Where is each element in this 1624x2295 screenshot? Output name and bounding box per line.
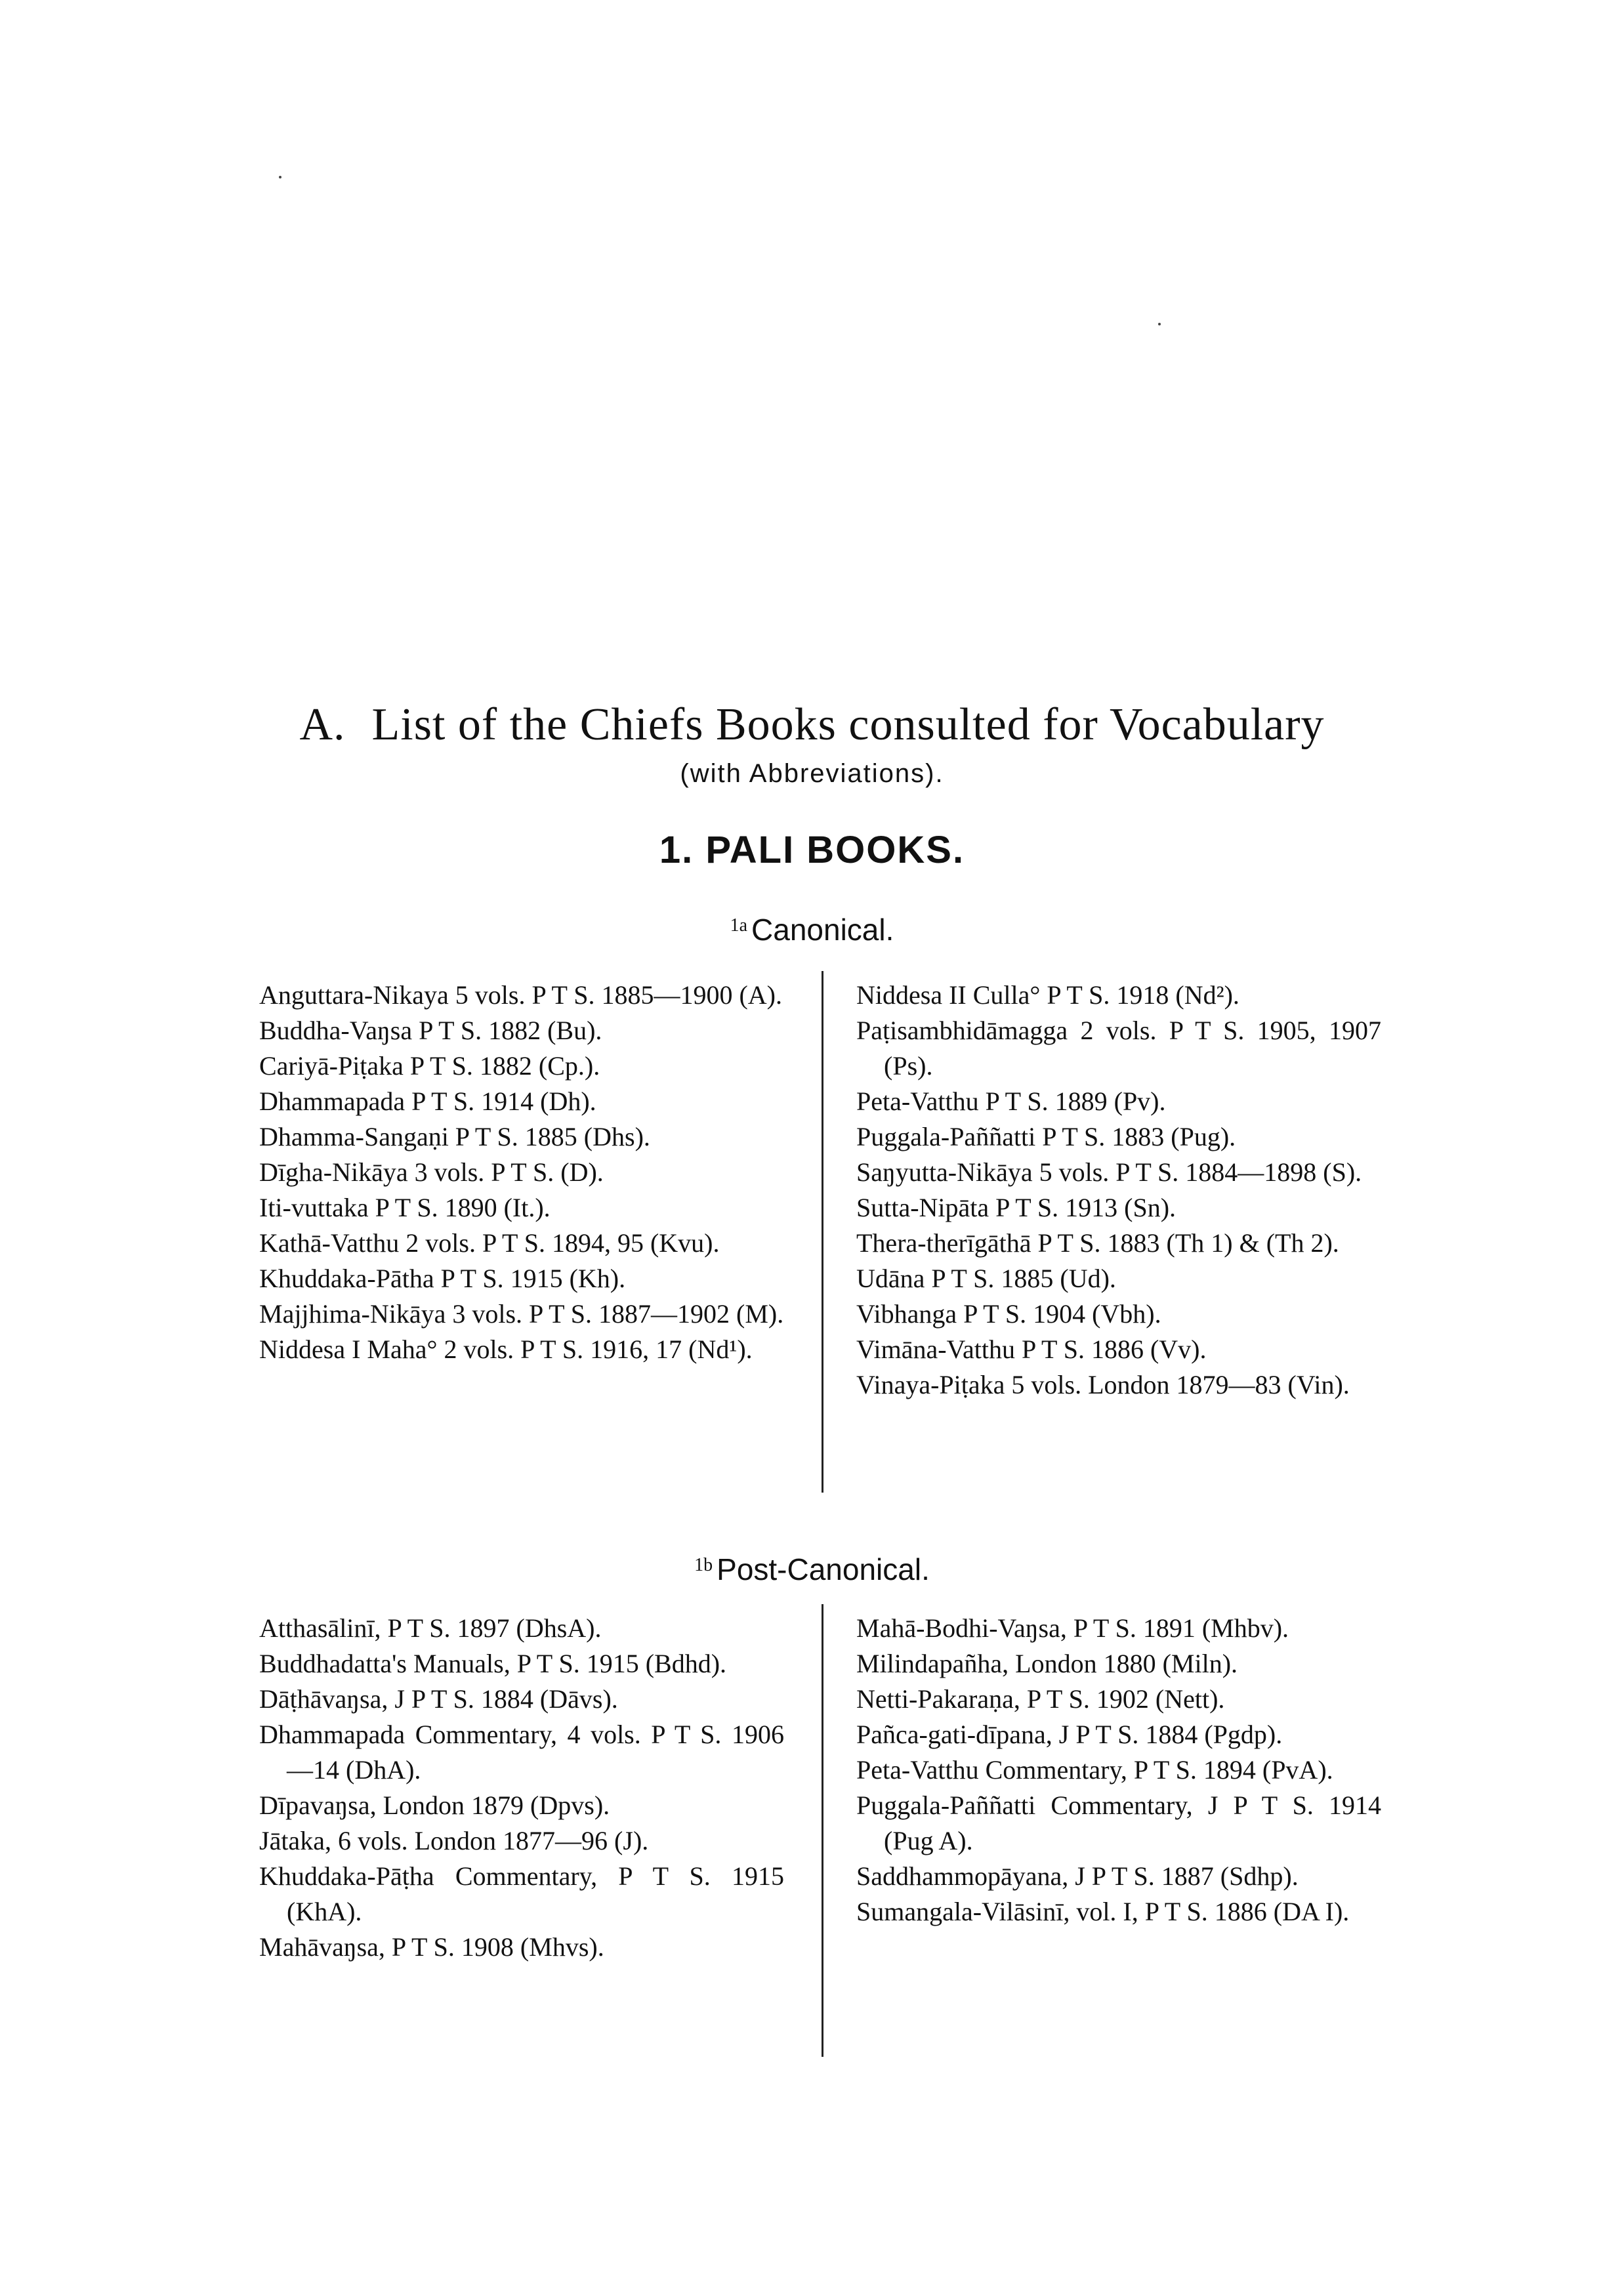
list-item: Sutta-Nipāta P T S. 1913 (Sn).	[856, 1193, 1176, 1222]
post-canonical-heading	[0, 1552, 1624, 1587]
title-block	[0, 699, 1624, 789]
post-canonical-right-column	[856, 1611, 1381, 1930]
list-item: Udāna P T S. 1885 (Ud).	[856, 1264, 1116, 1293]
list-item: Saddhammopāyana, J P T S. 1887 (Sdhp).	[856, 1861, 1299, 1891]
list-item: Cariyā-Piṭaka P T S. 1882 (Cp.).	[259, 1051, 600, 1081]
canonical-sup: 1a	[730, 915, 748, 936]
section-title: 1. PALI BOOKS.	[659, 829, 965, 871]
post-canonical-sup: 1b	[694, 1555, 713, 1575]
post-canonical-left-column	[259, 1611, 784, 1965]
page-title	[0, 699, 1624, 751]
column-divider	[822, 1604, 823, 2057]
list-item: Milindapañha, London 1880 (Miln).	[856, 1649, 1238, 1678]
list-item: Dhammapada P T S. 1914 (Dh).	[259, 1086, 596, 1116]
list-item: Jātaka, 6 vols. London 1877—96 (J).	[259, 1826, 649, 1855]
list-item: Sumangala-Vilāsinī, vol. I, P T S. 1886 (DA I).	[856, 1897, 1350, 1926]
list-item: Dīpavaŋsa, London 1879 (Dpvs).	[259, 1790, 610, 1820]
list-item: Vibhanga P T S. 1904 (Vbh).	[856, 1299, 1161, 1329]
list-item: Pañca-gati-dīpana, J P T S. 1884 (Pgdp).	[856, 1720, 1283, 1749]
list-item: Peta-Vatthu Commentary, P T S. 1894 (PvA).	[856, 1755, 1333, 1785]
list-item: Saŋyutta-Nikāya 5 vols. P T S. 1884—1898 (S).	[856, 1157, 1362, 1187]
list-item: Vimāna-Vatthu P T S. 1886 (Vv).	[856, 1334, 1207, 1364]
list-item: Anguttara-Nikaya 5 vols. P T S. 1885—1900 (A).	[259, 980, 782, 1010]
list-item: Dīgha-Nikāya 3 vols. P T S. (D).	[259, 1157, 604, 1187]
list-item: Khuddaka-Pātha P T S. 1915 (Kh).	[259, 1264, 626, 1293]
list-item: Majjhima-Nikāya 3 vols. P T S. 1887—1902 (M).	[259, 1299, 784, 1329]
column-divider	[822, 971, 823, 1493]
page-subtitle: (with Abbreviations).	[680, 759, 944, 788]
list-item: Peta-Vatthu P T S. 1889 (Pv).	[856, 1086, 1166, 1116]
list-item: Puggala-Paññatti P T S. 1883 (Pug).	[856, 1122, 1236, 1151]
title-text: List of the Chiefs Books consulted for Vocabulary	[371, 699, 1325, 750]
canonical-heading-text: Canonical.	[751, 913, 894, 947]
list-item: Buddha-Vaŋsa P T S. 1882 (Bu).	[259, 1016, 602, 1045]
title-letter: A.	[299, 699, 346, 750]
list-item: Thera-therīgāthā P T S. 1883 (Th 1) & (Th 2).	[856, 1228, 1339, 1258]
list-item: Mahāvaŋsa, P T S. 1908 (Mhvs).	[259, 1932, 604, 1962]
speck	[1158, 323, 1161, 325]
post-canonical-heading-text: Post-Canonical.	[717, 1552, 930, 1586]
speck	[279, 176, 281, 178]
list-item: Mahā-Bodhi-Vaŋsa, P T S. 1891 (Mhbv).	[856, 1613, 1289, 1643]
canonical-right-column	[856, 978, 1381, 1403]
list-item: Dāṭhāvaŋsa, J P T S. 1884 (Dāvs).	[259, 1684, 618, 1714]
list-item: Netti-Pakaraṇa, P T S. 1902 (Nett).	[856, 1684, 1225, 1714]
list-item: Niddesa II Culla° P T S. 1918 (Nd²).	[856, 980, 1239, 1010]
canonical-left-column	[259, 978, 784, 1367]
list-item: Buddhadatta's Manuals, P T S. 1915 (Bdhd).	[259, 1649, 727, 1678]
list-item: Vinaya-Piṭaka 5 vols. London 1879—83 (Vin).	[856, 1370, 1350, 1399]
list-item: Paṭisambhidāmagga 2 vols. P T S. 1905, 1907 (Ps).	[856, 1016, 1381, 1081]
list-item: Dhamma-Sangaṇi P T S. 1885 (Dhs).	[259, 1122, 650, 1151]
list-item: Niddesa I Maha° 2 vols. P T S. 1916, 17 (Nd¹).	[259, 1334, 753, 1364]
list-item: Atthasālinī, P T S. 1897 (DhsA).	[259, 1613, 602, 1643]
list-item: Khuddaka-Pāṭha Commentary, P T S. 1915 (KhA).	[259, 1861, 784, 1926]
list-item: Iti-vuttaka P T S. 1890 (It.).	[259, 1193, 551, 1222]
canonical-heading	[0, 912, 1624, 947]
list-item: Kathā-Vatthu 2 vols. P T S. 1894, 95 (Kvu).	[259, 1228, 720, 1258]
list-item: Puggala-Paññatti Commentary, J P T S. 1914 (Pug A).	[856, 1790, 1381, 1855]
list-item: Dhammapada Commentary, 4 vols. P T S. 1906—14 (DhA).	[259, 1720, 784, 1785]
